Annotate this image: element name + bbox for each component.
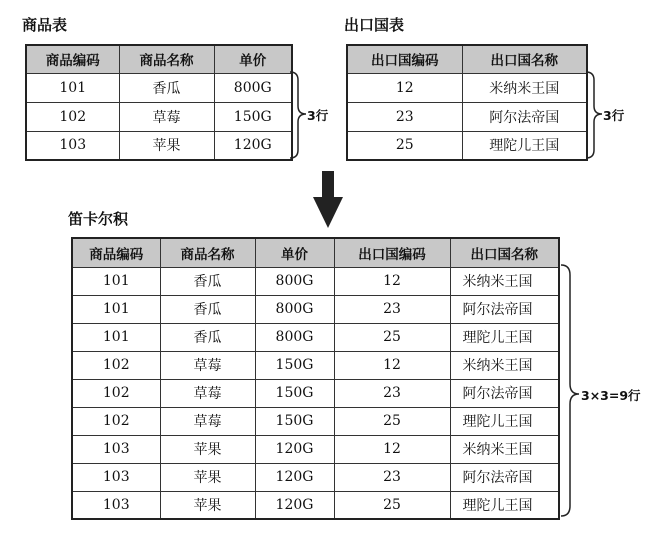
column-header: 出口国名称	[462, 45, 587, 73]
table-cell: 800G	[214, 73, 292, 102]
export-brace	[586, 72, 602, 158]
table-cell: 102	[72, 379, 160, 407]
product-table-title: 笛卡尔积	[68, 210, 129, 228]
table-cell: 103	[72, 435, 160, 463]
table-cell: 150G	[255, 407, 334, 435]
table-cell: 25	[334, 407, 450, 435]
table-cell: 102	[72, 407, 160, 435]
export-table-title: 出口国表	[344, 16, 405, 34]
table-cell: 25	[334, 323, 450, 351]
table-cell: 103	[72, 463, 160, 491]
table-cell: 800G	[255, 267, 334, 295]
table-cell: 理陀儿王国	[450, 407, 559, 435]
table-cell: 阿尔法帝国	[450, 463, 559, 491]
table-cell: 800G	[255, 323, 334, 351]
table-cell: 米纳米王国	[450, 267, 559, 295]
column-header: 出口国编码	[334, 238, 450, 267]
table-cell: 苹果	[119, 131, 214, 160]
table-cell: 150G	[255, 351, 334, 379]
column-header: 单价	[214, 45, 292, 73]
table-cell: 23	[334, 463, 450, 491]
product-row-count: 3×3=9行	[581, 388, 641, 403]
table-cell: 香瓜	[160, 295, 255, 323]
column-header: 出口国编码	[347, 45, 462, 73]
table-cell: 120G	[255, 463, 334, 491]
table-cell: 103	[26, 131, 119, 160]
table-cell: 理陀儿王国	[462, 131, 587, 160]
table-cell: 香瓜	[160, 323, 255, 351]
table-cell: 香瓜	[160, 267, 255, 295]
table-cell: 苹果	[160, 463, 255, 491]
table-cell: 120G	[255, 435, 334, 463]
table-cell: 草莓	[160, 351, 255, 379]
table-cell: 120G	[255, 491, 334, 519]
table-cell: 草莓	[119, 102, 214, 131]
table-cell: 23	[334, 295, 450, 323]
table-cell: 103	[72, 491, 160, 519]
table-cell: 800G	[255, 295, 334, 323]
table-cell: 米纳米王国	[450, 351, 559, 379]
table-cell: 120G	[214, 131, 292, 160]
table-cell: 150G	[255, 379, 334, 407]
column-header: 出口国名称	[450, 238, 559, 267]
down-arrow-icon	[313, 171, 343, 228]
table-cell: 25	[347, 131, 462, 160]
column-header: 商品编码	[26, 45, 119, 73]
table-cell: 12	[334, 351, 450, 379]
product-brace	[561, 265, 579, 516]
table-cell: 理陀儿王国	[450, 491, 559, 519]
table-cell: 150G	[214, 102, 292, 131]
table-cell: 阿尔法帝国	[462, 102, 587, 131]
column-header: 商品编码	[72, 238, 160, 267]
column-header: 单价	[255, 238, 334, 267]
table-cell: 102	[72, 351, 160, 379]
goods-brace	[290, 72, 306, 158]
table-cell: 米纳米王国	[450, 435, 559, 463]
table-cell: 25	[334, 491, 450, 519]
table-cell: 草莓	[160, 379, 255, 407]
table-cell: 101	[72, 323, 160, 351]
table-cell: 101	[72, 267, 160, 295]
table-cell: 香瓜	[119, 73, 214, 102]
table-cell: 101	[26, 73, 119, 102]
table-cell: 23	[347, 102, 462, 131]
table-cell: 苹果	[160, 491, 255, 519]
table-cell: 23	[334, 379, 450, 407]
export-row-count: 3行	[603, 108, 625, 123]
table-cell: 阿尔法帝国	[450, 379, 559, 407]
column-header: 商品名称	[119, 45, 214, 73]
table-cell: 米纳米王国	[462, 73, 587, 102]
column-header: 商品名称	[160, 238, 255, 267]
table-cell: 草莓	[160, 407, 255, 435]
table-cell: 101	[72, 295, 160, 323]
table-cell: 苹果	[160, 435, 255, 463]
table-cell: 102	[26, 102, 119, 131]
table-cell: 阿尔法帝国	[450, 295, 559, 323]
table-cell: 12	[334, 435, 450, 463]
table-cell: 12	[347, 73, 462, 102]
goods-table-title: 商品表	[22, 16, 68, 34]
table-cell: 理陀儿王国	[450, 323, 559, 351]
goods-row-count: 3行	[307, 108, 329, 123]
table-cell: 12	[334, 267, 450, 295]
